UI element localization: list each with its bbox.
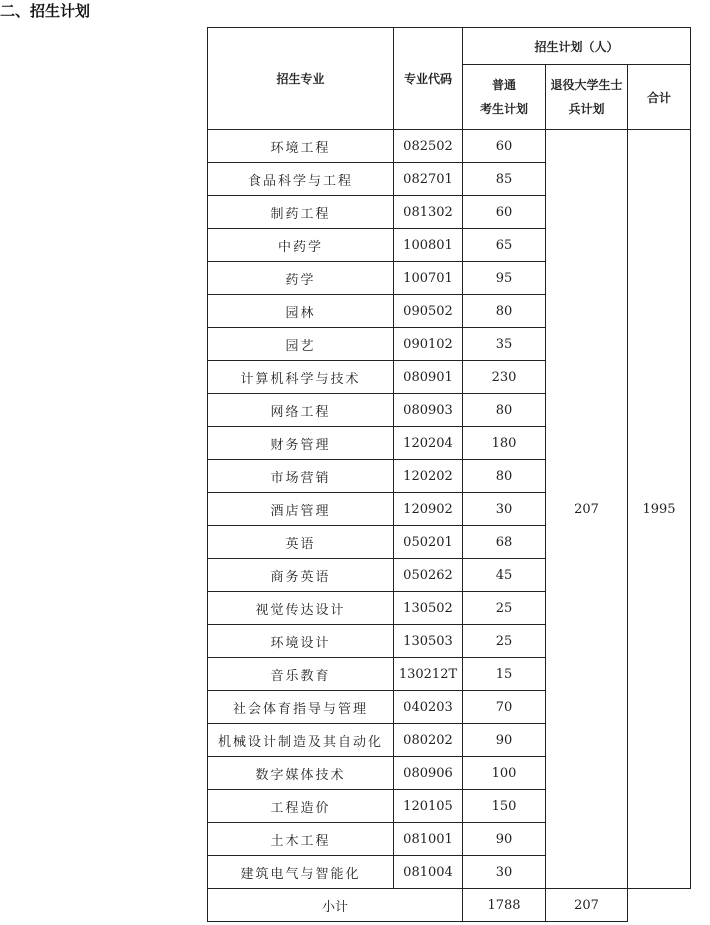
major-name: 市场营销 xyxy=(208,460,394,493)
enrollment-plan-table xyxy=(207,27,691,922)
major-code: 082502 xyxy=(394,130,463,163)
section-title: 二、招生计划 xyxy=(0,2,91,20)
regular-plan-count: 30 xyxy=(463,856,546,889)
major-name: 财务管理 xyxy=(208,427,394,460)
major-code: 120204 xyxy=(394,427,463,460)
major-name: 园艺 xyxy=(208,328,394,361)
major-code: 081004 xyxy=(394,856,463,889)
regular-plan-count: 25 xyxy=(463,625,546,658)
regular-plan-count: 80 xyxy=(463,460,546,493)
major-name: 计算机科学与技术 xyxy=(208,361,394,394)
major-code: 081302 xyxy=(394,196,463,229)
major-code: 120202 xyxy=(394,460,463,493)
major-code: 050262 xyxy=(394,559,463,592)
regular-plan-count: 90 xyxy=(463,823,546,856)
major-code: 100701 xyxy=(394,262,463,295)
header-plan-group: 招生计划（人） xyxy=(463,28,691,65)
table-row xyxy=(208,130,691,163)
header-total: 合计 xyxy=(628,65,691,130)
header-veteran-line2: 兵计划 xyxy=(568,102,605,116)
regular-plan-count: 80 xyxy=(463,394,546,427)
regular-plan-count: 60 xyxy=(463,130,546,163)
header-regular-plan xyxy=(463,65,546,130)
regular-plan-count: 68 xyxy=(463,526,546,559)
header-veteran-line1: 退役大学生士 xyxy=(550,78,623,92)
regular-plan-count: 15 xyxy=(463,658,546,691)
major-code: 120902 xyxy=(394,493,463,526)
regular-plan-count: 180 xyxy=(463,427,546,460)
major-name: 商务英语 xyxy=(208,559,394,592)
major-code: 090102 xyxy=(394,328,463,361)
subtotal-row xyxy=(208,889,691,922)
regular-plan-count: 230 xyxy=(463,361,546,394)
regular-plan-count: 150 xyxy=(463,790,546,823)
major-code: 090502 xyxy=(394,295,463,328)
major-code: 130212T xyxy=(394,658,463,691)
header-regular-line2: 考生计划 xyxy=(479,102,528,116)
major-code: 130502 xyxy=(394,592,463,625)
major-code: 050201 xyxy=(394,526,463,559)
total-count: 1995 xyxy=(628,130,691,889)
major-name: 制药工程 xyxy=(208,196,394,229)
major-name: 中药学 xyxy=(208,229,394,262)
major-name: 机械设计制造及其自动化 xyxy=(208,724,394,757)
major-name: 酒店管理 xyxy=(208,493,394,526)
subtotal-regular: 1788 xyxy=(463,889,546,922)
major-name: 英语 xyxy=(208,526,394,559)
regular-plan-count: 65 xyxy=(463,229,546,262)
header-code: 专业代码 xyxy=(394,28,463,130)
major-code: 080901 xyxy=(394,361,463,394)
regular-plan-count: 80 xyxy=(463,295,546,328)
major-name: 建筑电气与智能化 xyxy=(208,856,394,889)
major-code: 100801 xyxy=(394,229,463,262)
veteran-plan-count: 207 xyxy=(546,130,628,889)
major-name: 数字媒体技术 xyxy=(208,757,394,790)
subtotal-veteran: 207 xyxy=(546,889,628,922)
major-code: 130503 xyxy=(394,625,463,658)
regular-plan-count: 60 xyxy=(463,196,546,229)
major-code: 082701 xyxy=(394,163,463,196)
header-major: 招生专业 xyxy=(208,28,394,130)
major-name: 社会体育指导与管理 xyxy=(208,691,394,724)
major-code: 040203 xyxy=(394,691,463,724)
header-regular-line1: 普通 xyxy=(491,78,516,92)
major-code: 120105 xyxy=(394,790,463,823)
subtotal-label: 小计 xyxy=(208,889,463,922)
major-name: 网络工程 xyxy=(208,394,394,427)
major-name: 食品科学与工程 xyxy=(208,163,394,196)
regular-plan-count: 85 xyxy=(463,163,546,196)
major-name: 土木工程 xyxy=(208,823,394,856)
regular-plan-count: 95 xyxy=(463,262,546,295)
major-code: 080906 xyxy=(394,757,463,790)
header-veteran-plan xyxy=(546,65,628,130)
regular-plan-count: 45 xyxy=(463,559,546,592)
major-name: 工程造价 xyxy=(208,790,394,823)
major-code: 080903 xyxy=(394,394,463,427)
major-name: 视觉传达设计 xyxy=(208,592,394,625)
major-code: 081001 xyxy=(394,823,463,856)
regular-plan-count: 70 xyxy=(463,691,546,724)
regular-plan-count: 25 xyxy=(463,592,546,625)
regular-plan-count: 35 xyxy=(463,328,546,361)
regular-plan-count: 100 xyxy=(463,757,546,790)
major-name: 音乐教育 xyxy=(208,658,394,691)
regular-plan-count: 30 xyxy=(463,493,546,526)
major-name: 药学 xyxy=(208,262,394,295)
regular-plan-count: 90 xyxy=(463,724,546,757)
major-name: 环境设计 xyxy=(208,625,394,658)
major-name: 园林 xyxy=(208,295,394,328)
major-name: 环境工程 xyxy=(208,130,394,163)
major-code: 080202 xyxy=(394,724,463,757)
